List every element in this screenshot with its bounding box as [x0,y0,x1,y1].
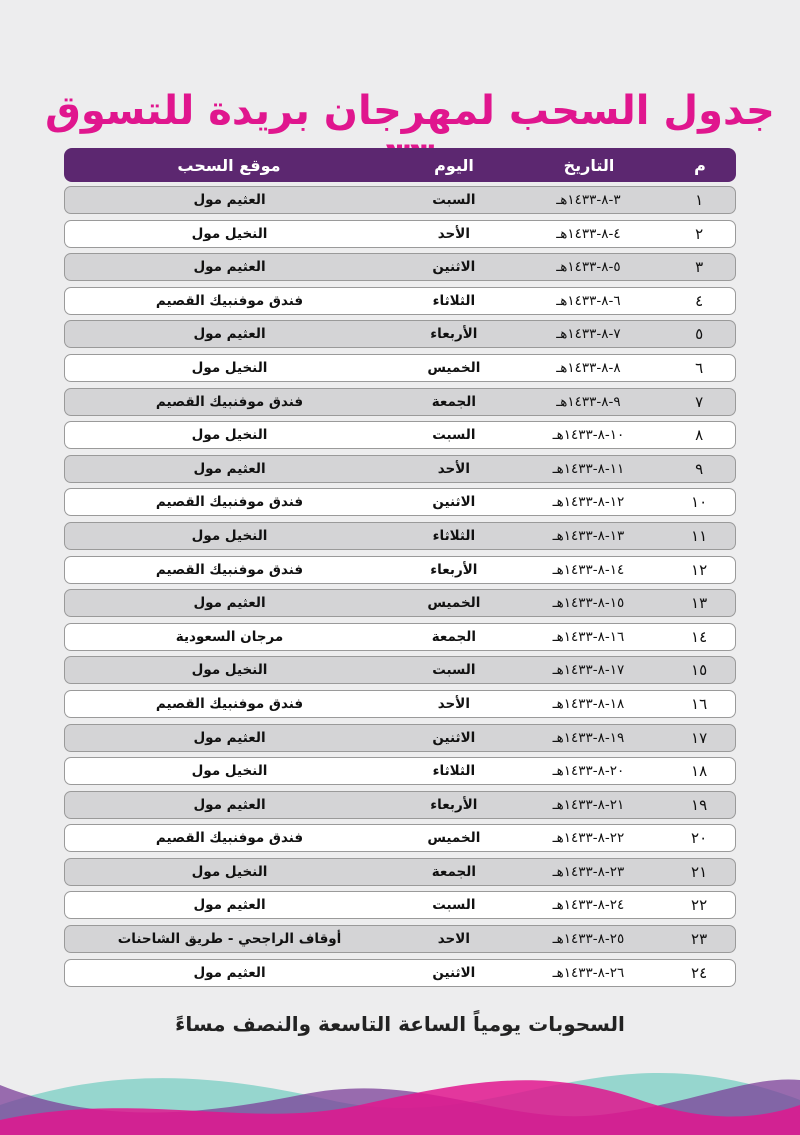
row-location: النخيل مول [191,662,268,679]
row-date: ١٨-٨-١٤٣٣هـ [552,695,625,712]
row-num: ٦ [695,358,704,377]
page-title: جدول السحب لمهرجان بريدة للتسوق [45,88,775,134]
row-location: العثيم مول [193,595,266,612]
table-row [64,455,736,483]
row-date: ١٣-٨-١٤٣٣هـ [552,527,625,544]
row-num: ١٢ [691,560,708,579]
row-day: السبت [432,192,476,208]
decorative-waves [0,1045,800,1135]
row-location: العثيم مول [193,259,266,276]
row-location: فندق موفنبيك القصيم [155,830,304,847]
row-num: ٢٢ [691,896,708,915]
row-location: النخيل مول [191,763,268,780]
row-day: الخميس [427,595,481,612]
table-row [64,253,736,281]
table-row [64,724,736,752]
row-date: ٢٠-٨-١٤٣٣هـ [552,763,625,780]
row-date: ٢٣-٨-١٤٣٣هـ [552,863,625,880]
row-date: ٥-٨-١٤٣٣هـ [556,259,621,276]
row-day: الأربعاء [430,561,478,578]
row-num: ٧ [695,392,704,411]
row-num: ٩ [695,459,704,478]
row-day: الأربعاء [430,326,478,343]
row-day: الثلاثاء [432,763,476,780]
row-location: فندق موفنبيك القصيم [155,561,304,578]
row-date: ٢٢-٨-١٤٣٣هـ [552,830,625,847]
row-date: ١٧-٨-١٤٣٣هـ [552,662,625,679]
row-num: ٨ [695,426,704,445]
row-location: العثيم مول [193,192,266,208]
row-num: ٢ [695,224,704,243]
row-location: العثيم مول [193,326,266,343]
row-num: ١٥ [691,661,708,680]
row-date: ٢٥-٨-١٤٣٣هـ [552,931,625,948]
table-row [64,791,736,819]
table-row [64,623,736,651]
row-day: الجمعة [431,393,476,410]
table-row [64,320,736,348]
row-num: ٢٣ [691,930,708,949]
row-date: ٨-٨-١٤٣٣هـ [556,359,621,376]
row-day: الأحد [437,225,470,242]
row-date: ١٠-٨-١٤٣٣هـ [552,427,625,444]
row-location: أوقاف الراجحي - طريق الشاحنات [117,931,342,948]
row-day: الاحد [437,931,470,948]
row-day: الاثنين [432,259,476,276]
row-num: ١٣ [691,594,708,613]
row-day: الجمعة [431,863,476,880]
table-row [64,589,736,617]
table-row [64,757,736,785]
row-num: ٥ [695,325,704,344]
header-date: التاريخ [563,155,615,175]
table-row [64,556,736,584]
row-num: ١٨ [691,762,708,781]
row-num: ١٧ [691,728,708,747]
row-location: النخيل مول [191,527,268,544]
row-date: ١٤-٨-١٤٣٣هـ [552,561,625,578]
row-num: ١٤ [691,627,708,646]
row-date: ٩-٨-١٤٣٣هـ [556,393,621,410]
table-row [64,656,736,684]
table-row [64,959,736,987]
row-day: الخميس [427,830,481,847]
draw-schedule-table [64,148,736,992]
row-day: الخميس [427,359,481,376]
row-num: ٢٤ [691,963,708,982]
row-date: ١٢-٨-١٤٣٣هـ [552,494,625,511]
row-location: فندق موفنبيك القصيم [155,393,304,410]
row-day: الاثنين [432,494,476,511]
table-header [64,148,736,182]
header-location: موقع السحب [177,155,281,175]
row-num: ٤ [695,291,704,310]
row-location: العثيم مول [193,897,266,914]
row-day: الثلاثاء [432,527,476,544]
footer-note: السحوبات يومياً الساعة التاسعة والنصف مساءً [175,1012,625,1036]
row-location: مرجان السعودية [175,628,284,645]
row-location: فندق موفنبيك القصيم [155,292,304,309]
row-day: الأربعاء [430,796,478,813]
row-date: ٢١-٨-١٤٣٣هـ [552,796,625,813]
row-num: ١٩ [691,795,708,814]
row-location: فندق موفنبيك القصيم [155,695,304,712]
table-row [64,354,736,382]
row-num: ٢٠ [691,829,708,848]
table-row [64,388,736,416]
row-location: النخيل مول [191,427,268,444]
row-day: السبت [432,427,476,444]
row-num: ١ [695,191,704,209]
header-day: اليوم [434,155,474,175]
table-row [64,421,736,449]
row-day: الأحد [437,460,470,477]
row-num: ٣ [695,258,704,277]
row-date: ١٩-٨-١٤٣٣هـ [552,729,625,746]
row-date: ٣-٨-١٤٣٣هـ [556,192,621,208]
row-date: ١٥-٨-١٤٣٣هـ [552,595,625,612]
row-date: ٢٦-٨-١٤٣٣هـ [552,964,625,981]
table-row [64,858,736,886]
row-day: الجمعة [431,628,476,645]
row-day: الأحد [437,695,470,712]
row-date: ٢٤-٨-١٤٣٣هـ [552,897,625,914]
row-day: الاثنين [432,964,476,981]
table-row [64,287,736,315]
row-day: الاثنين [432,729,476,746]
row-day: الثلاثاء [432,292,476,309]
row-day: السبت [432,897,476,914]
row-location: فندق موفنبيك القصيم [155,494,304,511]
row-location: النخيل مول [191,359,268,376]
row-location: النخيل مول [191,225,268,242]
table-row [64,925,736,953]
table-row [64,220,736,248]
table-row [64,522,736,550]
row-num: ٢١ [691,862,708,881]
table-row [64,690,736,718]
table-row [64,824,736,852]
row-date: ٤-٨-١٤٣٣هـ [556,225,621,242]
row-date: ١٦-٨-١٤٣٣هـ [552,628,625,645]
table-row [64,186,736,214]
row-date: ٧-٨-١٤٣٣هـ [556,326,621,343]
row-location: العثيم مول [193,964,266,981]
row-location: العثيم مول [193,796,266,813]
table-body [64,186,736,987]
row-num: ١٠ [691,493,708,512]
header-num: م [694,155,706,175]
row-date: ٦-٨-١٤٣٣هـ [556,292,621,309]
row-num: ١٦ [691,694,708,713]
row-location: النخيل مول [191,863,268,880]
row-location: العثيم مول [193,460,266,477]
table-row [64,891,736,919]
row-location: العثيم مول [193,729,266,746]
table-row [64,488,736,516]
row-day: السبت [432,662,476,679]
row-num: ١١ [691,526,708,545]
row-date: ١١-٨-١٤٣٣هـ [552,460,625,477]
